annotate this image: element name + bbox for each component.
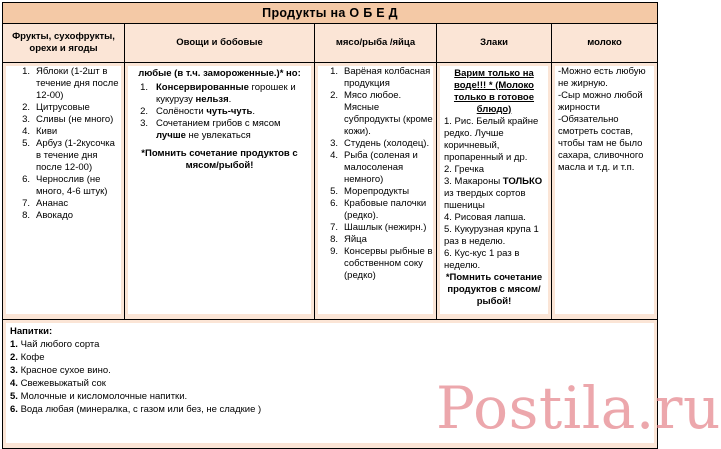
list-item: 2. Солёности чуть-чуть. (140, 106, 255, 117)
vegetables-intro: любые (в т.ч. замороженные.)* но: (138, 68, 301, 79)
list-item: 4. Киви (22, 126, 58, 137)
list-item: 5. Арбуз (1-2кусочка в течение дня после 12-00) (22, 138, 115, 173)
list-item: 1. Чай любого сорта (10, 339, 100, 350)
list-item: 6. Вода любая (минералка, с газом или без, не сладкие ) (10, 404, 262, 415)
column-header-vegetables: Овощи и бобовые (125, 24, 315, 63)
milk-note-2: -Сыр можно любой жирности (558, 90, 643, 113)
table-title: Продукты на О Б Е Д (3, 3, 658, 24)
list-item: 8. Яйца (330, 234, 367, 245)
list-item: 6. Крабовые палочки (редко). (330, 198, 427, 221)
drinks-cell (3, 320, 658, 449)
list-item: 3. Сливы (не много) (22, 114, 114, 125)
column-header-milk: молоко (552, 24, 658, 63)
grains-cooking-rule: Варим только на воде!!! * (Молоко только в готовое блюдо) (453, 68, 535, 115)
list-item: 4. Рыба (соленая и малосоленая немного) (330, 150, 418, 185)
list-item: 4. Свежевыжатый сок (10, 378, 106, 389)
milk-note-1: -Можно есть любую не жирную. (558, 66, 646, 89)
lunch-products-table (2, 2, 658, 449)
vegetables-cell (125, 63, 315, 320)
list-item: 5. Молочные и кисломолочные напитки. (10, 391, 188, 402)
column-header-fruits: Фрукты, сухофрукты, орехи и ягоды (3, 24, 125, 63)
list-item: 1. Рис. Белый крайне редко. Лучше коричневый, пропаренный и др. (444, 116, 539, 163)
column-header-grains: Злаки (437, 24, 552, 63)
list-item: 3. Студень (холодец). (330, 138, 430, 149)
list-item: 7. Ананас (22, 198, 69, 209)
list-item: 2. Цитрусовые (22, 102, 90, 113)
list-item: 6. Чернослив (не много, 4-6 штук) (22, 174, 108, 197)
list-item: 2. Кофе (10, 352, 45, 363)
column-header-meat: мясо/рыба /яйца (315, 24, 437, 63)
drinks-header: Напитки: (10, 326, 53, 337)
list-item: 1. Яблоки (1-2шт в течение дня после 12-00) (22, 66, 119, 101)
list-item: 2. Гречка (444, 164, 485, 175)
list-item: 2. Мясо любое. Мясные субпродукты (кроме кожи). (330, 90, 433, 137)
grains-note: *Помнить сочетание продуктов с мясом/рыбой! (445, 272, 543, 307)
list-item: 8. Авокадо (22, 210, 74, 221)
list-item: 5. Кукурузная крупа 1 раз в неделю. (444, 224, 539, 247)
meat-cell (315, 63, 437, 320)
list-item: 7. Шашлык (нежирн.) (330, 222, 427, 233)
grains-cell (437, 63, 552, 320)
list-item: 3. Сочетанием грибов с мясом лучше не увлекаться (140, 118, 281, 141)
list-item: 5. Морепродукты (330, 186, 410, 197)
vegetables-list (128, 82, 311, 142)
list-item: 1. Варёная колбасная продукция (330, 66, 431, 89)
list-item: 3. Макароны ТОЛЬКО из твердых сортов пшеницы (444, 176, 543, 211)
postila-watermark: Postila.ru (436, 374, 721, 442)
fruits-list (6, 66, 121, 222)
milk-note-3: -Обязательно смотреть состав, чтобы там не было сахара, сливочного масла и т.д. и т.п. (558, 114, 644, 173)
list-item: 9. Консервы рыбные в собственном соку (редко) (330, 246, 433, 281)
list-item: 6. Кус-кус 1 раз в неделю. (444, 248, 520, 271)
list-item: 1. Консервированные горошек и кукурузу нельзя. (140, 82, 296, 105)
list-item: 4. Рисовая лапша. (444, 212, 526, 223)
fruits-cell (3, 63, 125, 320)
meat-list (318, 66, 433, 282)
vegetables-note: *Помнить сочетание продуктов с мясом/рыбой! (141, 148, 298, 171)
grains-list (440, 116, 548, 272)
list-item: 3. Красное сухое вино. (10, 365, 111, 376)
milk-cell (552, 63, 658, 320)
